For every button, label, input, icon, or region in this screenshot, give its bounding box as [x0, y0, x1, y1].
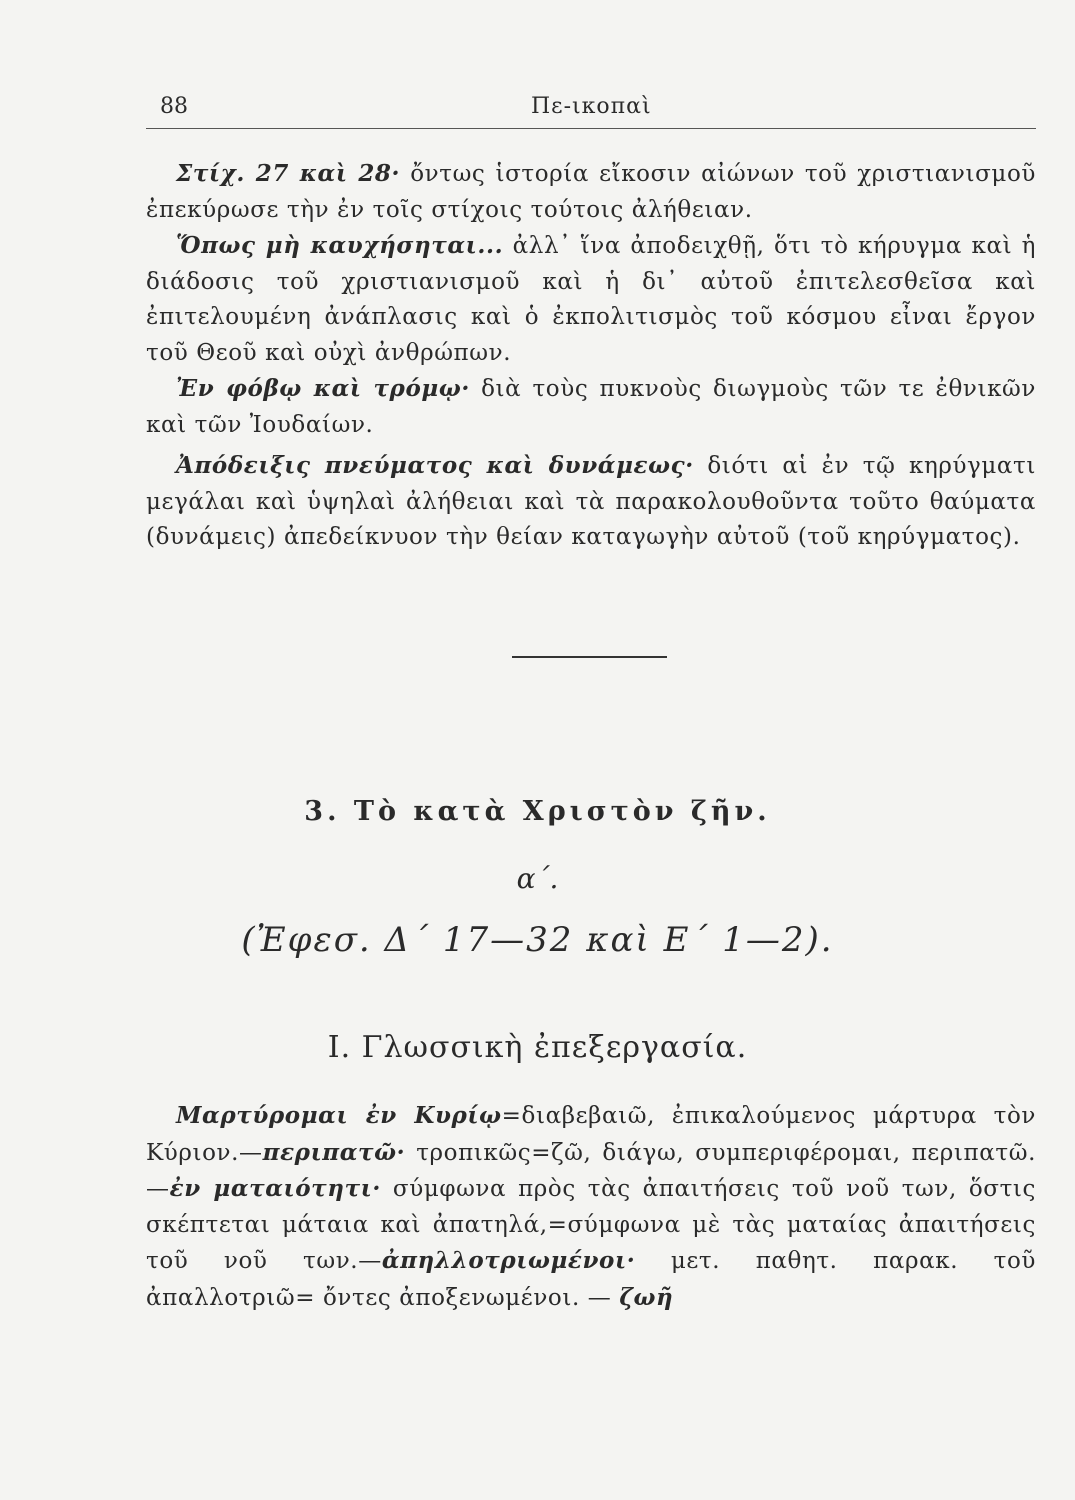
subheading: Ι. Γλωσσικὴ ἐπεξεργασία.	[327, 1030, 748, 1065]
lemma: ἐν ματαιότητι·	[169, 1175, 381, 1202]
paragraph-text: ὄντως ἱστορία εἴκοσιν αἰώνων τοῦ χριστιανισμοῦ ἐπεκύρωσε τὴν ἐν τοῖς στίχοις τούτοις ἀλήθειαν.	[146, 161, 1036, 223]
lemma: Ὅπως μὴ καυχήσηται...	[176, 232, 504, 259]
running-title: Πε-ικοπαὶ	[531, 94, 652, 119]
page-number: 88	[160, 94, 188, 119]
section-title: 3. Τὸ κατὰ Χριστὸν ζῆν.	[304, 796, 771, 827]
paragraph-text: διὰ τοὺς πυκνοὺς διωγμοὺς τῶν τε ἐθνικῶν καὶ τῶν Ἰουδαίων.	[146, 376, 1036, 438]
gloss-text: =διαβεβαιῶ, ἐπικαλούμενος μάρτυρα τὸν Κύριον.—	[146, 1103, 1036, 1166]
gloss-text: σύμφωνα πρὸς τὰς ἀπαιτήσεις τοῦ νοῦ των, ὅστις σκέπτεται μάταια καὶ ἀπατηλά,=σύμφωνα μὲ τὰς ματαίας ἀπαιτήσεις τοῦ νοῦ των.—	[146, 1176, 1036, 1274]
glossary-block	[146, 1098, 1036, 1316]
lemma: Ἀπόδειξις πνεύματος καὶ δυνάμεως·	[176, 452, 694, 479]
subsection-marker: α΄.	[516, 862, 559, 895]
commentary-block-2	[146, 448, 1036, 556]
lemma: περιπατῶ·	[262, 1138, 406, 1166]
paragraph-text: διότι αἱ ἐν τῷ κηρύγματι μεγάλαι καὶ ὑψηλαὶ ἀλήθειαι καὶ τὰ παρακολουθοῦντα τοῦτο θαύματα (δυνάμεις) ἀπεδείκνυον τὴν θείαν καταγωγὴν αὐτοῦ (τοῦ κηρύγματος).	[146, 453, 1036, 550]
paragraph-opos	[146, 228, 1036, 371]
paragraph-text: ἀλλ᾽ ἵνα ἀποδειχθῇ, ὅτι τὸ κήρυγμα καὶ ἡ διάδοσις τοῦ χριστιανισμοῦ καὶ ἡ δι᾽ αὐτοῦ ἐπιτελεσθεῖσα καὶ ἐπιτελουμένη ἀνάπλασις καὶ ὁ ἐκπολιτισμὸς τοῦ κόσμου εἶναι ἔργον τοῦ Θεοῦ καὶ οὐχὶ ἀνθρώπων.	[146, 233, 1036, 366]
lemma: Στίχ. 27 καὶ 28·	[176, 160, 401, 187]
section-divider	[512, 656, 667, 658]
lemma: ζωῆ	[619, 1283, 674, 1311]
commentary-block-1	[146, 156, 1036, 443]
lemma: ἀπηλλοτριωμένοι·	[381, 1247, 636, 1274]
gloss-text: τροπικῶς=ζῶ, διάγω, συμπεριφέρομαι, περιπατῶ.—	[146, 1139, 1036, 1202]
paragraph-apodeixis	[146, 448, 1036, 556]
lemma: Μαρτύρομαι ἐν Κυρίῳ	[176, 1102, 502, 1129]
paragraph-en-fobo	[146, 371, 1036, 443]
page-header	[146, 92, 1036, 129]
paragraph-verse-27-28	[146, 156, 1036, 228]
glossary-paragraph	[146, 1098, 1036, 1316]
gloss-text: μετ. παθητ. παρακ. τοῦ ἀπαλλοτριῶ= ὄντες ἀποξενωμένοι. —	[146, 1248, 1037, 1311]
scripture-reference: (Ἐφεσ. Δ΄ 17—32 καὶ Ε΄ 1—2).	[241, 920, 834, 960]
lemma: Ἐν φόβῳ καὶ τρόμῳ·	[176, 375, 470, 402]
